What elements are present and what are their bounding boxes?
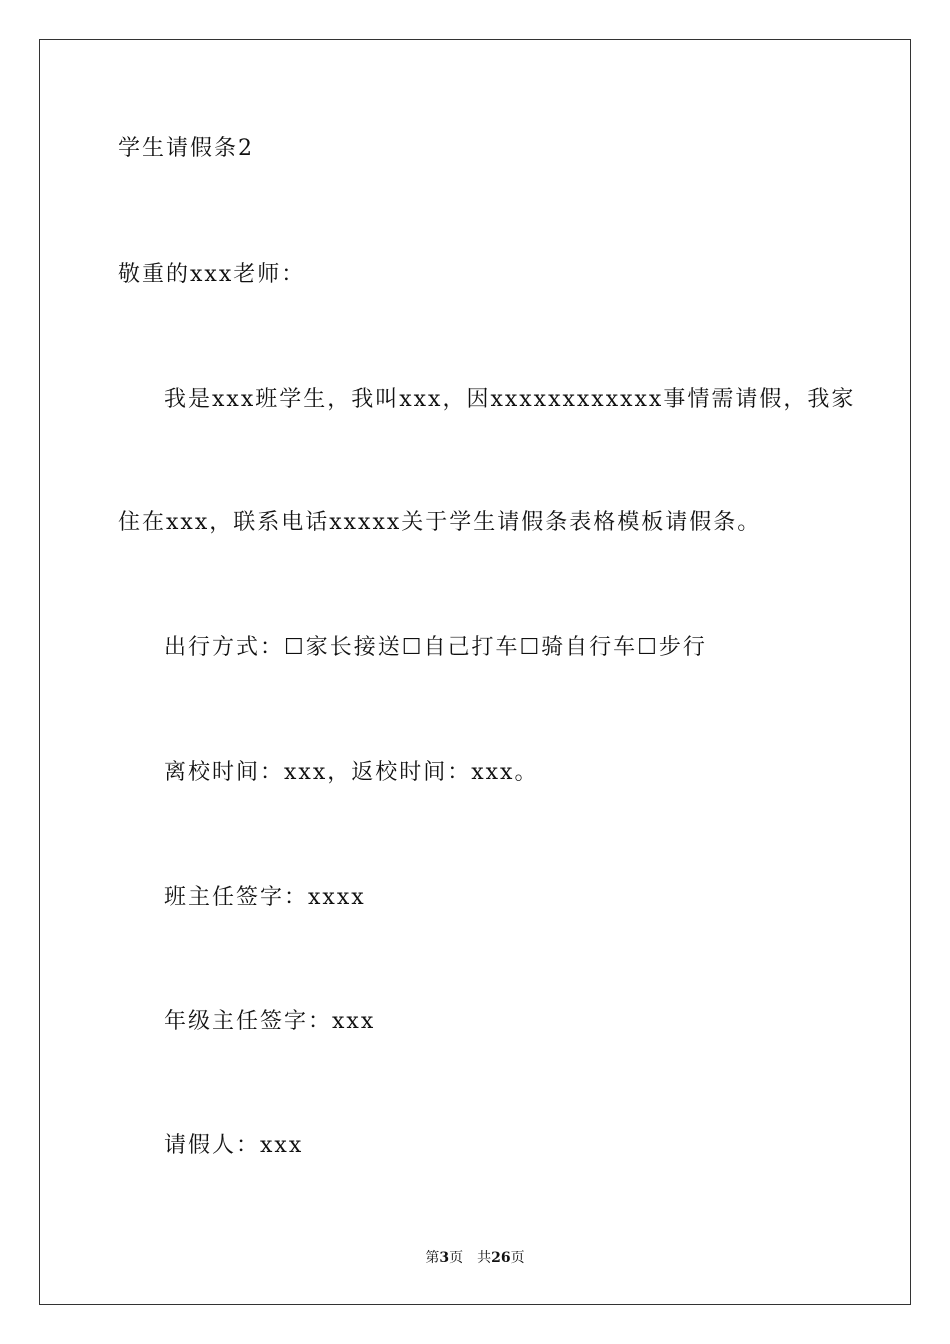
- document-title: 学生请假条2: [118, 136, 254, 161]
- page-footer: [0, 1248, 950, 1268]
- footer-total-pages: 26: [491, 1250, 511, 1266]
- grade-director-signature: 年级主任签字：xxx: [164, 1009, 376, 1034]
- page-border: [39, 39, 911, 1305]
- salutation: 敬重的xxx老师：: [118, 262, 306, 287]
- footer-page-suffix: 页: [449, 1250, 464, 1266]
- leave-return-times: 离校时间：xxx，返校时间：xxx。: [164, 760, 539, 785]
- body-paragraph-line-2: 住在xxx，联系电话xxxxx关于学生请假条表格模板请假条。: [118, 510, 762, 535]
- class-teacher-signature: 班主任签字：xxxx: [164, 885, 366, 910]
- travel-mode-line: 出行方式：☐家长接送☐自己打车☐骑自行车☐步行: [164, 635, 707, 660]
- applicant-line: 请假人：xxx: [164, 1133, 304, 1158]
- footer-total-suffix: 页: [510, 1250, 525, 1266]
- body-paragraph-line-1: 我是xxx班学生，我叫xxx，因xxxxxxxxxxxx事情需请假，我家: [164, 387, 856, 412]
- footer-page-prefix: 第: [425, 1250, 440, 1266]
- footer-page-number: 3: [439, 1250, 450, 1266]
- footer-total-prefix: 共: [477, 1250, 492, 1266]
